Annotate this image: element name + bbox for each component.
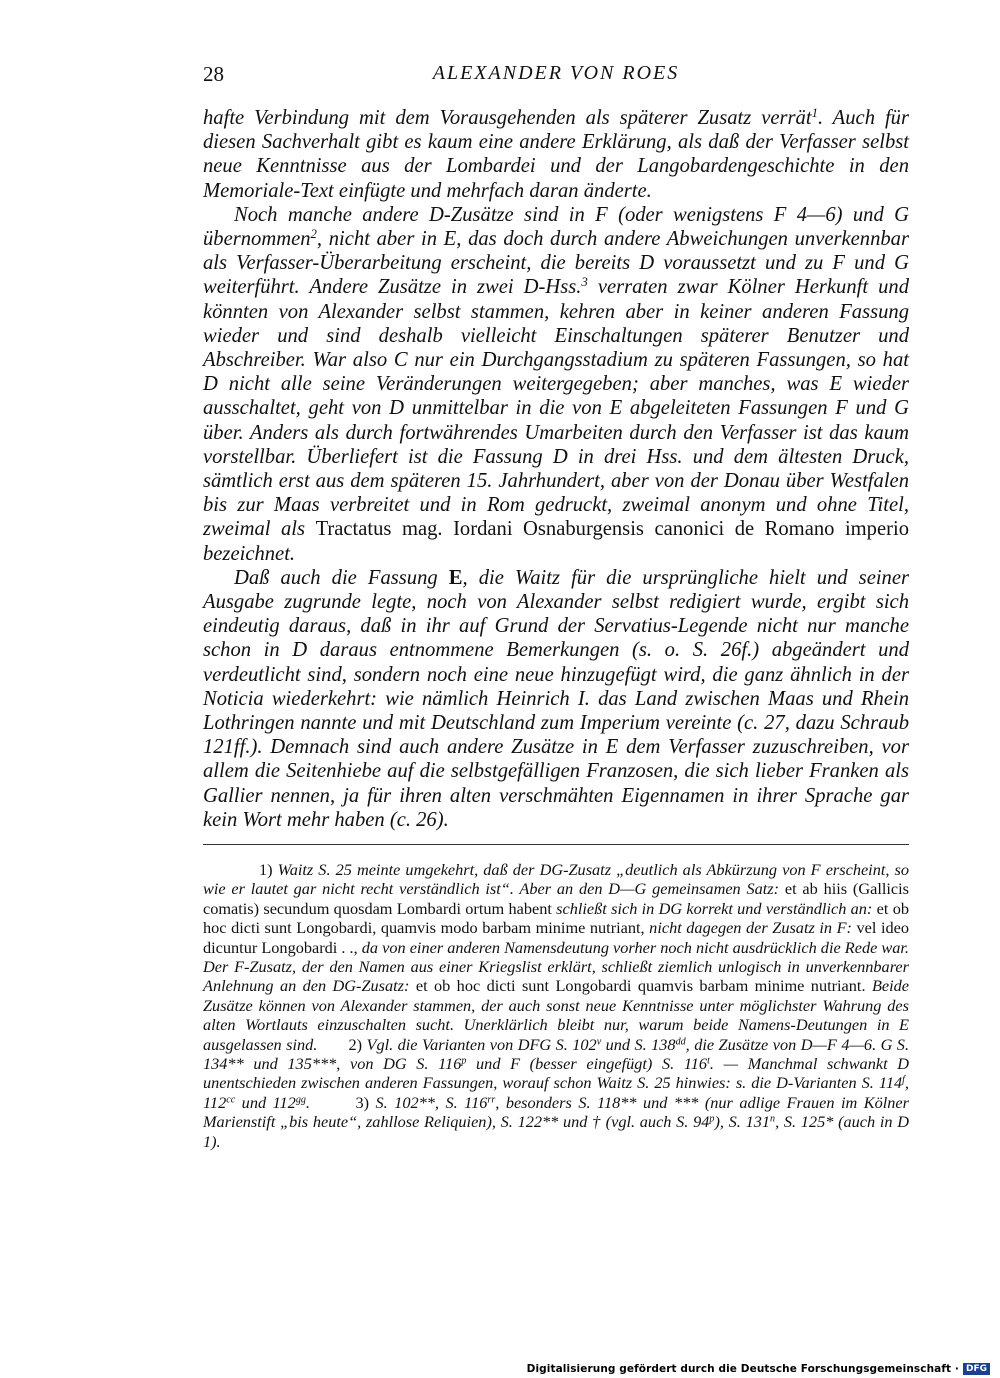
paragraph-2: Noch manche andere D-Zusätze sind in F (oder wenigstens F 4—6) und G übernommen$^2$, nicht aber in E, das doch durch andere Abweichungen unverkennbar als Verfasser-Überarbeitung erscheint, die bereits D voraussetzt und zu F und G weiterführt. Andere Zusätze in zwei D-Hss.$^3$ verraten zwar Kölner Herkunft und könnten von Alexander selbst stammen, kehren aber in keiner anderen Fassung wieder und sind deshalb vielleicht Einschaltungen späterer Benutzer und Abschreiber. War also C nur ein Durchgangsstadium zu späteren Fassungen, so hat D nicht alle seine Veränderungen weitergegeben; aber manches, was E wieder ausschaltet, geht von D unmittelbar in die von E abgeleiteten Fassungen F und G über. Anders als durch fortwährendes Umarbeiten durch den Verfasser ist das kaum vorstellbar. Überliefert ist die Fassung D in drei Hss. und dem ältesten Druck, sämtlich erst aus dem späteren 15. Jahrhundert, aber von der Donau über Westfalen bis zur Maas verbreitet und in Rom gedruckt, zweimal anonym und ohne Titel, zweimal als Tractatus mag. Iordani Osnaburgensis canonici de Romano imperio bezeichnet. (203, 203, 909, 565)
latin-title: Tractatus mag. Iordani Osnaburgensis canonici de Romano imperio (315, 518, 909, 541)
page-header (203, 62, 909, 92)
footnote-ref-3: 3 (581, 275, 588, 290)
main-text (203, 106, 909, 832)
paragraph-1: hafte Verbindung mit dem Vorausgehenden als späterer Zusatz verrät$^1$. Auch für diesen Sachverhalt gibt es kaum eine andere Erklärung, als daß der Verfasser selbst neue Kenntnisse aus der Lombardei und der Langobardengeschichte in den Memoriale-Text einfügte und mehrfach daran änderte. (203, 105, 909, 202)
footnote-ref-2: 2 (310, 227, 317, 241)
paragraph-3: Daß auch die Fassung E, die Waitz für die ursprüngliche hielt und seiner Ausgabe zugrunde legte, noch von Alexander selbst redigiert wurde, ergibt sich eindeutig daraus, daß in ihr auf Grund der Servatius-Legende nicht nur manche schon in D daraus entnommene Bemerkungen (s. o. S. 26f.) abgeändert und verdeutlicht sind, sondern noch eine neue hinzugefügt wird, die ganz ähnlich in der Noticia wiederkehrt: wie nämlich Heinrich I. das Land zwischen Maas und Rhein Lothringen nannte und mit Deutschland zum Imperium vereinte (c. 27, dazu Schraub 121ff.). Demnach sind auch andere Zusätze in E dem Verfasser zuzuschreiben, vor allem die Seitenhiebe auf die selbstgefälligen Franzosen, die sich lieber Franken als Gallier nennen, ja für ihren alten verschmähten Eigennamen in ihrer Sprache gar kein Wort mehr haben (c. 26). (203, 566, 910, 831)
running-title: ALEXANDER VON ROES (432, 62, 680, 84)
footnote-divider (203, 844, 909, 845)
fassung-e: E (448, 566, 463, 589)
dfg-logo-icon: DFG (963, 1363, 990, 1375)
page-number: 28 (203, 62, 224, 86)
footnote-block: 1) Waitz S. 25 meinte umgekehrt, daß der DG-Zusatz „deutlich als Abkürzung von F erscheint, so wie er lautet gar nicht recht verständlich ist“. Aber an den D—G gemeinsamen Satz: et ab hiis (Gallicis comatis) secundum quosdam Lombardi ortum habent schließt sich in DG korrekt und verständlich an: et ob hoc dicti sunt Longobardi, quamvis modo barbam minime nutriant, nicht dagegen der Zusatz in F: vel ideo dicuntur Longobardi . ., da von einer anderen Namensdeutung vorher noch nicht ausdrücklich die Rede war. Der F-Zusatz, der den Namen aus einer Kriegslist erklärt, schließt ziemlich unlogisch in unverkennbarer Anlehnung an den DG-Zusatz: et ob hoc dicti sunt Longobardi quamvis barbam minime nutriant. Beide Zusätze können von Alexander stammen, der auch sonst neue Kenntnisse unter möglichster Wahrung des alten Wortlauts einzuschalten sucht. Unerklärlich bleibt nur, warum beide Namens-Deutungen in E ausgelassen sind. 2) Vgl. die Varianten von DFG S. 102$^v$ und S. $138^{dd}$, die Zusätze von D—F 4—6. G S. 134** und 135***, von DG S. 116$^p$ und F (besser eingefügt) S. 116$^t$. — Manchmal schwankt D unentschieden zwischen anderen Fassungen, worauf schon Waitz S. 25 hinwies: s. die D-Varianten S. 114$^f$, $112^{cc}$ und $112^{gg}$. 3) S. 102**, S. $116^{rr}$, besonders S. 118** und *** (nur adlige Frauen im Kölner Marienstift „bis heute“, zahllose Reliquien), S. 122** und † (vgl. auch S. 94$^p$), S. 131$^n$, S. 125* (auch in D 1). (203, 860, 910, 1151)
footnote-ref-1: 1 (811, 105, 818, 120)
footer-credit: Digitalisierung gefördert durch die Deutsche Forschungsgemeinschaft · (526, 1363, 959, 1375)
digitization-footer (527, 1363, 990, 1375)
footnotes (203, 860, 909, 1151)
